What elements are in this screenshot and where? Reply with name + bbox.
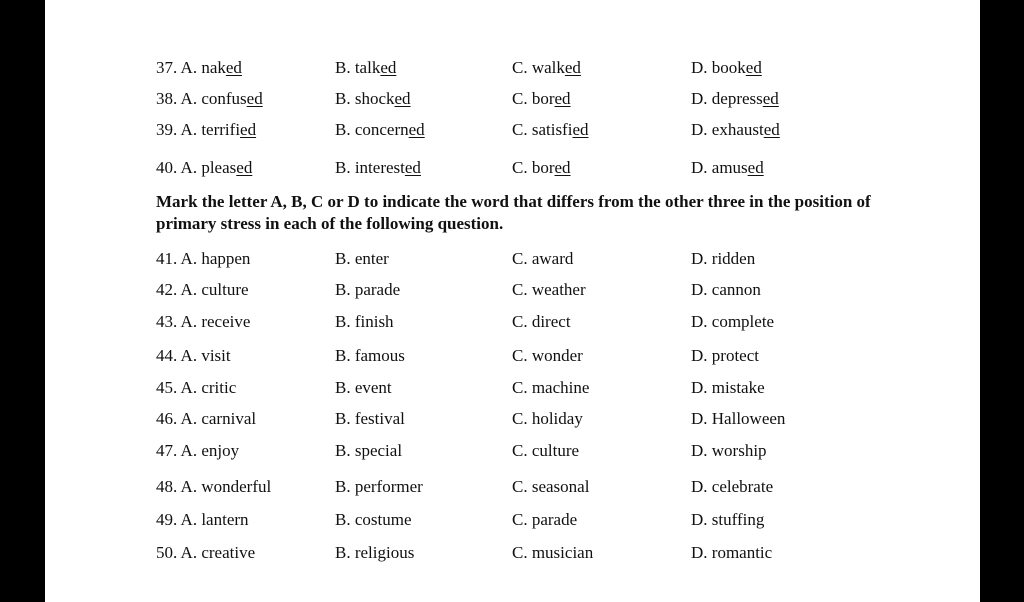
answer-option: 43. A. receive (156, 312, 251, 331)
underlined-ending: ed (240, 120, 257, 139)
question-row-37 (156, 58, 916, 82)
answer-option (512, 89, 571, 109)
answer-option: D. mistake (691, 378, 765, 397)
option-text: D. exhaust (691, 120, 764, 139)
underlined-ending: ed (564, 58, 581, 77)
underlined-ending: ed (246, 89, 263, 108)
answer-option (512, 120, 589, 140)
answer-option: 47. A. enjoy (156, 441, 240, 460)
option-text: B. concern (335, 120, 409, 139)
answer-option: B. festival (335, 409, 405, 428)
answer-option (335, 58, 396, 78)
underlined-ending: ed (745, 58, 762, 77)
answer-option (691, 58, 762, 78)
answer-option: C. wonder (512, 346, 583, 365)
answer-option: 48. A. wonderful (156, 477, 272, 496)
answer-option: 50. A. creative (156, 543, 256, 562)
answer-option: 46. A. carnival (156, 409, 257, 428)
option-text: 38. A. confus (156, 89, 247, 108)
answer-option: B. finish (335, 312, 394, 331)
answer-option (335, 120, 425, 140)
answer-option: D. complete (691, 312, 775, 331)
option-text: C. bor (512, 89, 555, 108)
answer-option (335, 158, 421, 178)
answer-option: D. Halloween (691, 409, 786, 428)
document-page (45, 0, 980, 602)
answer-option (691, 158, 764, 178)
answer-option: D. worship (691, 441, 767, 460)
underlined-ending: ed (763, 120, 780, 139)
answer-option (691, 120, 780, 140)
answer-option (512, 158, 571, 178)
option-text: 39. A. terrifi (156, 120, 241, 139)
option-text: C. walk (512, 58, 565, 77)
answer-option: D. cannon (691, 280, 761, 299)
answer-option: C. seasonal (512, 477, 590, 496)
underlined-ending: ed (380, 58, 397, 77)
option-text: B. talk (335, 58, 381, 77)
option-text: 37. A. nak (156, 58, 226, 77)
option-text: B. interest (335, 158, 405, 177)
answer-option: 45. A. critic (156, 378, 237, 397)
question-row-48 (156, 477, 916, 501)
option-text: C. bor (512, 158, 555, 177)
underlined-ending: ed (747, 158, 764, 177)
option-text: B. shock (335, 89, 395, 108)
answer-option (335, 89, 411, 109)
answer-option: B. famous (335, 346, 405, 365)
question-row-41 (156, 249, 916, 273)
question-row-50 (156, 543, 916, 567)
option-text: 40. A. pleas (156, 158, 237, 177)
answer-option: C. weather (512, 280, 586, 299)
answer-option: B. costume (335, 510, 412, 529)
answer-option (691, 89, 779, 109)
question-row-45 (156, 378, 916, 402)
answer-option: C. machine (512, 378, 590, 397)
question-row-46 (156, 409, 916, 433)
answer-option (512, 58, 581, 78)
underlined-ending: ed (404, 158, 421, 177)
question-row-49 (156, 510, 916, 534)
underlined-ending: ed (408, 120, 425, 139)
answer-option: C. holiday (512, 409, 583, 428)
answer-option (156, 120, 256, 140)
answer-option: D. romantic (691, 543, 773, 562)
answer-option (156, 89, 263, 109)
answer-option: D. stuffing (691, 510, 765, 529)
answer-option: 41. A. happen (156, 249, 251, 268)
answer-option: D. ridden (691, 249, 756, 268)
question-row-39 (156, 120, 916, 144)
answer-option (156, 158, 252, 178)
answer-option: C. award (512, 249, 574, 268)
underlined-ending: ed (236, 158, 253, 177)
option-text: D. depress (691, 89, 763, 108)
answer-option: 44. A. visit (156, 346, 231, 365)
answer-option: B. enter (335, 249, 389, 268)
answer-option: C. culture (512, 441, 580, 460)
answer-option: D. protect (691, 346, 759, 365)
option-text: D. amus (691, 158, 748, 177)
underlined-ending: ed (554, 158, 571, 177)
question-row-43 (156, 312, 916, 336)
underlined-ending: ed (572, 120, 589, 139)
instruction-text: Mark the letter A, B, C or D to indicate the word that differs from the other three in the position of primary stress in each of the following question. (156, 192, 871, 233)
answer-option: B. religious (335, 543, 415, 562)
answer-option: B. parade (335, 280, 401, 299)
answer-option: 49. A. lantern (156, 510, 249, 529)
option-text: D. book (691, 58, 746, 77)
option-text: C. satisfi (512, 120, 573, 139)
answer-option: B. special (335, 441, 403, 460)
answer-option: B. performer (335, 477, 423, 496)
question-row-40 (156, 158, 916, 182)
underlined-ending: ed (394, 89, 411, 108)
underlined-ending: ed (225, 58, 242, 77)
question-row-44 (156, 346, 916, 370)
answer-option: C. direct (512, 312, 571, 331)
answer-option: 42. A. culture (156, 280, 249, 299)
question-row-38 (156, 89, 916, 113)
question-row-47 (156, 441, 916, 465)
answer-option (156, 58, 242, 78)
underlined-ending: ed (762, 89, 779, 108)
answer-option: C. musician (512, 543, 594, 562)
answer-option: D. celebrate (691, 477, 774, 496)
question-row-42 (156, 280, 916, 304)
answer-option: C. parade (512, 510, 578, 529)
underlined-ending: ed (554, 89, 571, 108)
answer-option: B. event (335, 378, 392, 397)
